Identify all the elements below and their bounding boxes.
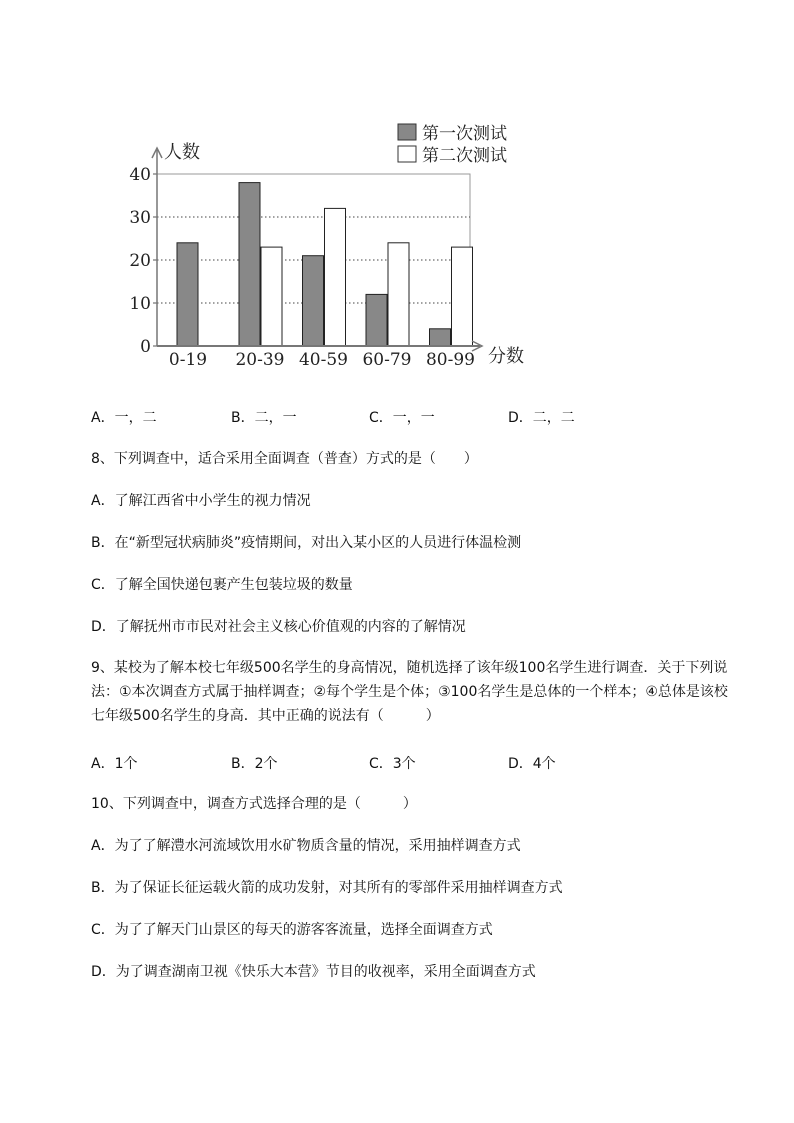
bar-first-80-99 [430,329,451,346]
legend [398,124,507,166]
q10-stem: 10、下列调查中，调查方式选择合理的是（ ） [91,796,417,812]
bar-first-0-19 [177,243,198,346]
q9-options [91,753,691,773]
bar-second-80-99 [452,247,473,346]
bar-first-60-79 [366,294,387,346]
q9-stem: 9、某校为了解本校七年级500名学生的身高情况，随机选择了该年级100名学生进行调查．关于下列说法：①本次调查方式属于抽样调查；②每个学生是个体；③100名学生是总体的一个样本；④总体是该校七年级500名学生的身高．其中正确的说法有（ ） [91,660,728,724]
bar-first-40-59 [303,256,324,346]
q9-option-c: C．3个 [369,756,416,772]
bar-second-40-59 [325,208,346,346]
x-axis-label: 分数 [488,346,524,367]
y-tick-label-40: 40 [129,165,151,185]
q10-option-b: B．为了保证长征运载火箭的成功发射，对其所有的零部件采用抽样调查方式 [91,880,563,896]
q8-option-c: C．了解全国快递包裹产生包装垃圾的数量 [91,577,353,593]
legend-swatch-second [398,146,416,162]
q9-option-a: A．1个 [91,756,138,772]
q10-option-a: A．为了了解澧水河流域饮用水矿物质含量的情况，采用抽样调查方式 [91,838,521,854]
q10-option-c: C．为了了解天门山景区的每天的游客客流量，选择全面调查方式 [91,922,493,938]
x-tick-label-0-19: 0-19 [168,350,208,370]
y-tick-label-10: 10 [129,294,151,314]
score-bar-chart [120,112,540,374]
q7-option-d: D．二，二 [508,410,575,426]
q7-options [91,407,691,427]
bar-second-20-39 [261,247,282,346]
x-tick-label-40-59: 40-59 [298,350,349,370]
q8-option-a: A．了解江西省中小学生的视力情况 [91,493,311,509]
y-axis-label: 人数 [164,142,200,163]
q8-stem: 8、下列调查中，适合采用全面调查（普查）方式的是（ ） [91,451,478,467]
bar-second-60-79 [388,243,409,346]
q9-option-d: D．4个 [508,756,556,772]
legend-swatch-first [398,124,416,140]
q8-option-b: B．在“新型冠状病肺炎”疫情期间，对出入某小区的人员进行体温检测 [91,535,522,551]
q8-option-d: D．了解抚州市市民对社会主义核心价值观的内容的了解情况 [91,619,466,635]
y-tick-label-20: 20 [129,251,151,271]
x-tick-label-80-99: 80-99 [425,350,476,370]
y-tick-label-0: 0 [140,337,151,357]
q9-option-b: B．2个 [231,756,278,772]
q7-option-a: A．一，二 [91,410,157,426]
q10-option-d: D．为了调查湖南卫视《快乐大本营》节目的收视率，采用全面调查方式 [91,964,536,980]
x-tick-label-20-39: 20-39 [235,350,285,370]
q7-option-b: B．二，一 [231,410,297,426]
y-tick-label-30: 30 [129,208,151,228]
x-tick-label-60-79: 60-79 [362,350,412,370]
chart-bars [177,183,473,346]
bar-first-20-39 [239,183,260,346]
legend-label-first: 第一次测试 [422,124,507,144]
legend-label-second: 第二次测试 [422,146,507,166]
q7-option-c: C．一，一 [369,410,435,426]
